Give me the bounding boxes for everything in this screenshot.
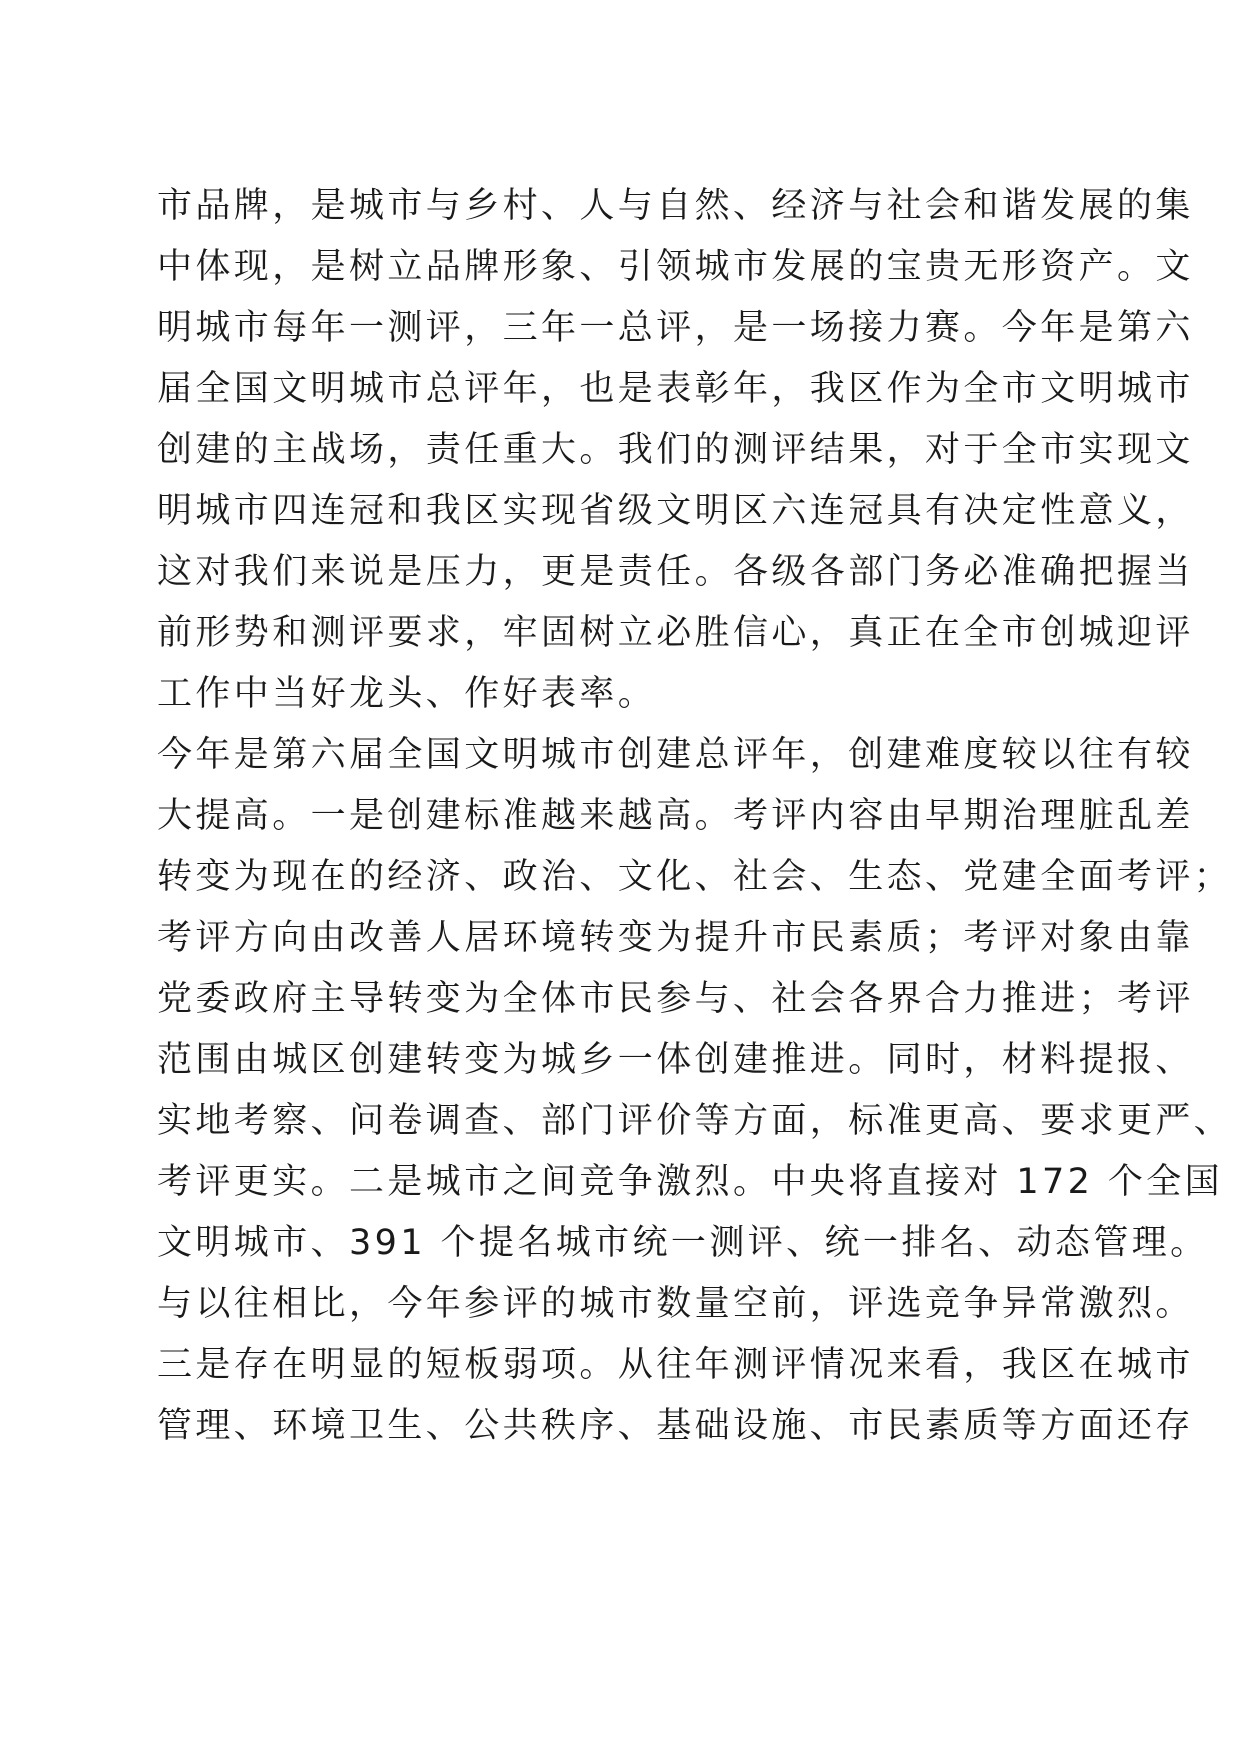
text-line-4: 届全国文明城市总评年，也是表彰年，我区作为全市文明城市 — [157, 369, 1194, 409]
text-line-13: 考评方向由改善人居环境转变为提升市民素质；考评对象由靠 — [157, 918, 1194, 958]
text-line-14: 党委政府主导转变为全体市民参与、社会各界合力推进；考评 — [157, 979, 1194, 1019]
text-line-9: 工作中当好龙头、作好表率。 — [157, 674, 657, 714]
text-line-15: 范围由城区创建转变为城乡一体创建推进。同时，材料提报、 — [157, 1040, 1194, 1080]
text-line-21: 管理、环境卫生、公共秩序、基础设施、市民素质等方面还存 — [157, 1406, 1194, 1446]
text-line-19: 与以往相比，今年参评的城市数量空前，评选竞争异常激烈。 — [157, 1284, 1194, 1324]
text-line-2: 中体现，是树立品牌形象、引领城市发展的宝贵无形资产。文 — [157, 247, 1194, 287]
text-line-20: 三是存在明显的短板弱项。从往年测评情况来看，我区在城市 — [157, 1345, 1194, 1385]
text-line-17: 考评更实。二是城市之间竞争激烈。中央将直接对 172 个全国 — [157, 1162, 1224, 1202]
text-line-8: 前形势和测评要求，牢固树立必胜信心，真正在全市创城迎评 — [157, 613, 1194, 653]
text-line-10: 今年是第六届全国文明城市创建总评年，创建难度较以往有较 — [157, 735, 1194, 775]
text-line-5: 创建的主战场，责任重大。我们的测评结果，对于全市实现文 — [157, 430, 1194, 470]
text-line-18: 文明城市、391 个提名城市统一测评、统一排名、动态管理。 — [157, 1223, 1209, 1263]
text-line-3: 明城市每年一测评，三年一总评，是一场接力赛。今年是第六 — [157, 308, 1194, 348]
text-line-1: 市品牌，是城市与乡村、人与自然、经济与社会和谐发展的集 — [157, 186, 1194, 226]
text-line-7: 这对我们来说是压力，更是责任。各级各部门务必准确把握当 — [157, 552, 1194, 592]
text-line-12: 转变为现在的经济、政治、文化、社会、生态、党建全面考评； — [157, 857, 1233, 897]
text-line-6: 明城市四连冠和我区实现省级文明区六连冠具有决定性意义， — [157, 491, 1194, 531]
text-line-16: 实地考察、问卷调查、部门评价等方面，标准更高、要求更严、 — [157, 1101, 1233, 1141]
text-line-11: 大提高。一是创建标准越来越高。考评内容由早期治理脏乱差 — [157, 796, 1194, 836]
